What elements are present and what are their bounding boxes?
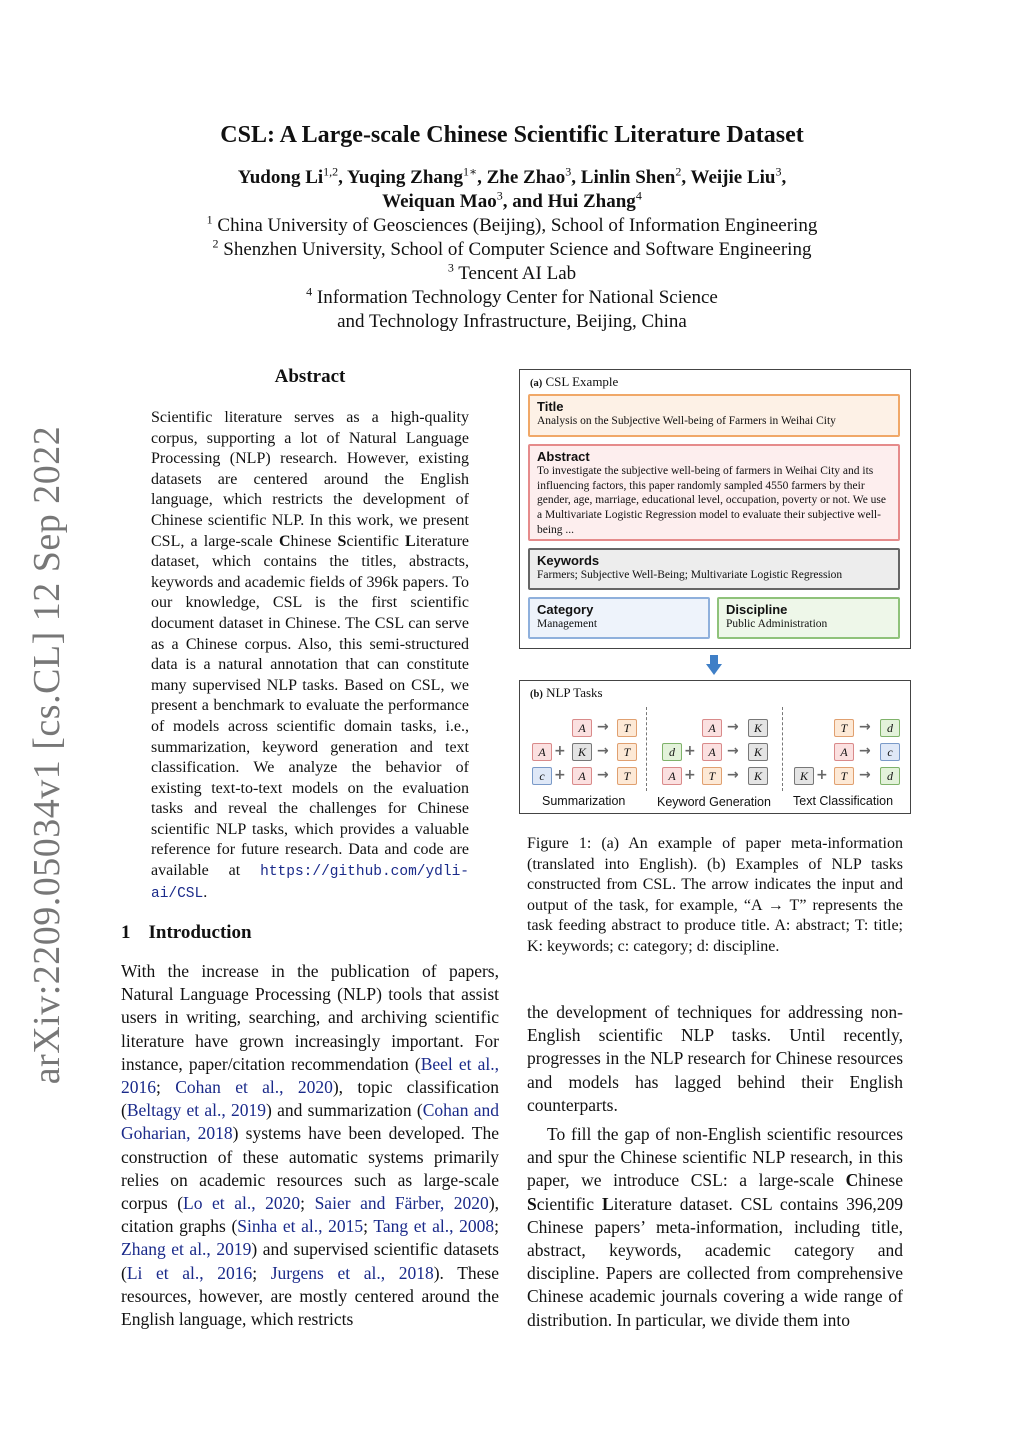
intro-paragraph-1: With the increase in the publication of papers, Natural Language Processing (NLP) tools that assist users in writing, searching, and archiving scientific literature have grown increasingly important. For instance, paper/citation recommendation (Beel et al., 2016; Cohan et al., 2020), topic classification (Beltagy et al., 2019) and summarization (Cohan and Goharian, 2018) systems have been developed. The construction of these automatic systems primarily relies on academic resources such as large-scale corpus (Lo et al., 2020; Saier and Färber, 2020), citation graphs (Sinha et al., 2015; Tang et al., 2008; Zhang et al., 2019) and supervised scientific datasets (Li et al., 2016; Jurgens et al., 2018). These resources, however, are mostly centered around the English language, which restricts: [121, 961, 500, 1330]
figure-panel-a: [519, 369, 911, 649]
section-heading: 1 Introduction: [121, 922, 252, 943]
arrow-op: →: [859, 767, 871, 783]
author: Zhe Zhao: [486, 167, 566, 188]
token-title: T: [617, 719, 637, 737]
author: Weijie Liu: [690, 167, 776, 188]
token-abstract: A: [572, 767, 592, 785]
plus-op: +: [684, 743, 696, 759]
affiliation: and Technology Infrastructure, Beijing, China: [337, 311, 687, 332]
author-list: Yudong Li$^{1,2}$, Yuqing Zhang$^{1∗}$, Zhe Zhao$^3$, Linlin Shen$^2$, Weijie Liu$^3$, Weiquan Mao$^3$, and Hui Zhang$^4$: [237, 164, 787, 212]
author: Linlin Shen: [580, 167, 676, 188]
plus-op: +: [816, 767, 828, 783]
token-abstract: A: [572, 719, 592, 737]
token-keywords: K: [748, 743, 768, 761]
task-label-summarization: Summarization: [542, 794, 626, 808]
token-abstract: A: [532, 743, 552, 761]
arxiv-id: arXiv:2209.05034v1 [cs.CL] 12 Sep 2022: [26, 425, 68, 1085]
token-keywords: K: [572, 743, 592, 761]
group-divider: [646, 707, 647, 791]
author: Weiquan Mao: [382, 191, 497, 212]
token-discipline: d: [880, 767, 900, 785]
citation-link[interactable]: Saier and Färber, 2020: [314, 1193, 489, 1214]
task-label-keyword-generation: Keyword Generation: [657, 795, 771, 809]
token-abstract: A: [702, 743, 722, 761]
citation-link[interactable]: Beel et al., 2016: [121, 1053, 500, 1098]
token-title: T: [834, 767, 854, 785]
citation-link[interactable]: Jurgens et al., 2018: [270, 1262, 434, 1283]
token-category: c: [532, 767, 552, 785]
arrow-op: →: [859, 719, 871, 735]
arrow-op: →: [597, 743, 609, 759]
category-card: Category Management: [528, 597, 710, 639]
plus-op: +: [684, 767, 696, 783]
citation-link[interactable]: Cohan et al., 2020: [175, 1077, 333, 1098]
plus-op: +: [554, 743, 566, 759]
arrow-op: →: [597, 767, 609, 783]
task-label-text-classification: Text Classification: [793, 794, 894, 808]
code-link[interactable]: https://github.com/ydli-ai/CSL: [151, 864, 469, 902]
abstract-card: Abstract To investigate the subjective well-being of farmers in Weihai City and its influencing factors, this paper randomly sampled 4550 farmers by their gender, age, marriage, educational level, occupation, poverty or not. We use a Multivariate Logistic Regression model to evaluate their subjective well-being ...: [528, 444, 900, 541]
citation-link[interactable]: Lo et al., 2020: [183, 1193, 301, 1214]
affiliation: $^3$ Tencent AI Lab: [447, 260, 577, 284]
affiliation: $^1$ China University of Geosciences (Beijing), School of Information Engineering: [206, 212, 818, 236]
plus-op: +: [554, 767, 566, 783]
citation-link[interactable]: Tang et al., 2008: [373, 1216, 495, 1237]
token-keywords: K: [748, 719, 768, 737]
author: Hui Zhang: [547, 191, 636, 212]
token-category: c: [880, 743, 900, 761]
token-discipline: d: [880, 719, 900, 737]
arrow-op: →: [727, 719, 739, 735]
token-discipline: d: [662, 743, 682, 761]
author: Yuqing Zhang: [346, 167, 463, 188]
abstract-heading: Abstract: [274, 366, 346, 387]
citation-link[interactable]: Cohan and Goharian, 2018: [121, 1100, 499, 1144]
token-abstract: A: [702, 719, 722, 737]
arxiv-sidebar: [22, 425, 72, 1085]
panel-a-label: (a) CSL Example: [530, 374, 619, 389]
arrow-op: →: [727, 767, 739, 783]
citation-link[interactable]: Li et al., 2016: [126, 1262, 253, 1283]
affiliation: $^4$ Information Technology Center for National Science: [306, 284, 718, 308]
affiliation: $^2$ Shenzhen University, School of Computer Science and Software Engineering: [212, 236, 812, 260]
token-title: T: [702, 767, 722, 785]
author: Yudong Li: [237, 167, 324, 188]
paper-title: CSL: A Large-scale Chinese Scientific Literature Dataset: [220, 122, 804, 148]
token-abstract: A: [834, 743, 854, 761]
affiliation-list: [0, 214, 1024, 334]
down-arrow-icon: [706, 655, 722, 675]
group-divider: [782, 707, 783, 791]
citation-link[interactable]: Sinha et al., 2015: [237, 1216, 364, 1237]
arrow-op: →: [597, 719, 609, 735]
token-abstract: A: [662, 767, 682, 785]
keywords-card: Keywords Farmers; Subjective Well-Being; Multivariate Logistic Regression: [528, 548, 900, 590]
intro-paragraph-2: the development of techniques for addressing non-English scientific NLP tasks. Until recently, progresses in the NLP research for Chinese resources and models has lagged behind their English counterparts.: [527, 1002, 903, 1115]
token-title: T: [617, 743, 637, 761]
title-card: Title Analysis on the Subjective Well-being of Farmers in Weihai City: [528, 394, 900, 437]
token-title: T: [617, 767, 637, 785]
token-keywords: K: [794, 767, 814, 785]
token-title: T: [834, 719, 854, 737]
abstract-body: Scientific literature serves as a high-quality corpus, supporting a lot of Natural Language Processing (NLP) research. However, existing datasets are centered around the English language, which restricts the development of Chinese scientific NLP. In this work, we present CSL, a large-scale Chinese Scientific Literature dataset, which contains the titles, abstracts, keywords and academic fields of 396k papers. To our knowledge, CSL is the first scientific document dataset in Chinese. The CSL can serve as a Chinese corpus. Also, this semi-structured data is a natural annotation that can constitute many supervised NLP tasks. Based on CSL, we present a benchmark to evaluate the performance of models across scientific domain tasks, i.e., summarization, keyword generation and text classification. We analyze the behavior of existing text-to-text models on the evaluation tasks and reveal the challenges for Chinese scientific NLP tasks, which provides a valuable reference for future research. Data and code are available at https://github.com/ydli-ai/CSL.: [151, 409, 470, 902]
citation-link[interactable]: Beltagy et al., 2019: [126, 1100, 267, 1121]
panel-b-label: (b) NLP Tasks: [530, 685, 603, 700]
discipline-card: Discipline Public Administration: [717, 597, 900, 639]
arrow-op: →: [727, 743, 739, 759]
figure-caption: Figure 1: (a) An example of paper meta-information (translated into English). (b) Examples of NLP tasks constructed from CSL. The arrow indicates the input and output of the task, for example, “A → T” represents the task feeding abstract to produce title. A: abstract; T: title; K: keywords; c: category; d: discipline.: [527, 835, 903, 955]
citation-link[interactable]: Zhang et al., 2019: [121, 1239, 252, 1260]
intro-paragraph-3: To fill the gap of non-English scientific resources and spur the Chinese scientific NLP research, in this paper, we introduce CSL: a large-scale Chinese Scientific Literature dataset. CSL contains 396,209 Chinese papers’ meta-information, including title, abstract, keywords, academic category and discipline. Papers are collected from comprehensive Chinese academic journals covering a wide range of distribution. In particular, we divide them into: [527, 1124, 903, 1330]
token-keywords: K: [748, 767, 768, 785]
arrow-op: →: [859, 743, 871, 759]
figure-panel-b: [519, 680, 911, 814]
